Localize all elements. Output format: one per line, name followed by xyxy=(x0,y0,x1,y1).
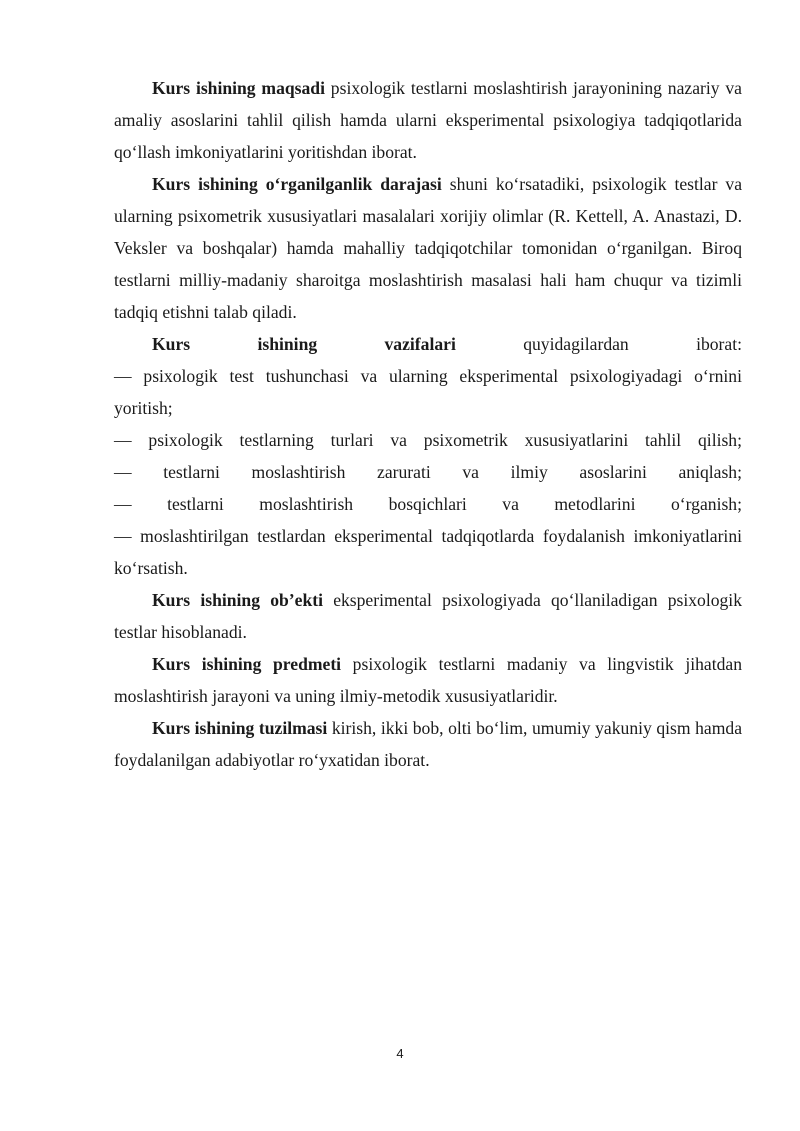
list-item: — psixologik testlarning turlari va psixometrik xususiyatlarini tahlil qilish; xyxy=(114,430,742,450)
organilganlik-text: shuni ko‘rsatadiki, psixologik testlar va ularning psixometrik xususiyatlari masalalari xorijiy olimlar (R. Kettell, A. Anastazi, D. Veksler va boshqalar) hamda mahalliy tadqiqotchilar tomonidan o‘rganilgan. Biroq testlarni milliy-madaniy sharoitga moslashtirish masalasi hali ham chuqur va tizimli tadqiq etishni talab qiladi. xyxy=(114,174,743,322)
paragraph-predmet xyxy=(114,648,742,712)
list-item: — psixologik test tushunchasi va ularning eksperimental psixologiyadagi o‘rnini yoritish; xyxy=(114,366,742,418)
paragraph-maqsad xyxy=(114,72,742,168)
vazifalar-word-vazifalari: vazifalari xyxy=(384,334,456,354)
paragraph-organilganlik xyxy=(114,168,742,328)
predmet-label: Kurs ishining predmeti xyxy=(152,654,342,674)
vazifalar-word-ishining: ishining xyxy=(257,334,318,354)
vazifalar-heading xyxy=(114,328,742,360)
vazifalar-list xyxy=(114,360,742,584)
vazifalar-word-iborat: iborat: xyxy=(696,334,742,354)
tuzilma-label: Kurs ishining tuzilmasi xyxy=(152,718,328,738)
obekt-text: eksperimental psixologiyada qo‘llaniladigan psixologik testlar hisoblanadi. xyxy=(114,590,742,642)
predmet-text: psixologik testlarni madaniy va lingvistik jihatdan moslashtirish jarayoni va uning ilmiy-metodik xususiyatlaridir. xyxy=(114,654,742,706)
vazifalar-word-quyidagilardan: quyidagilardan xyxy=(523,334,629,354)
maqsad-text: psixologik testlarni moslashtirish jarayonining nazariy va amaliy asoslarini tahlil qilish hamda ularni eksperimental psixologiya tadqiqotlarida qo‘llash imkoniyatlarini yoritishdan iborat. xyxy=(114,78,742,162)
tuzilma-text: kirish, ikki bob, olti bo‘lim, umumiy yakuniy qism hamda foydalanilgan adabiyotlar ro‘yxatidan iborat. xyxy=(114,718,742,770)
page-number: 4 xyxy=(396,1046,404,1061)
paragraph-tuzilma xyxy=(114,712,742,776)
organilganlik-label: Kurs ishining o‘rganilganlik darajasi xyxy=(152,174,442,194)
vazifalar-word-kurs: Kurs xyxy=(152,334,191,354)
obekt-label: Kurs ishining ob’ekti xyxy=(152,590,323,610)
paragraph-obekt xyxy=(114,584,742,648)
list-item: — testlarni moslashtirish zarurati va ilmiy asoslarini aniqlash; xyxy=(114,462,742,482)
list-item: — moslashtirilgan testlardan eksperimental tadqiqotlarda foydalanish imkoniyatlarini ko‘rsatish. xyxy=(114,526,742,578)
list-item: — testlarni moslashtirish bosqichlari va metodlarini o‘rganish; xyxy=(114,494,742,514)
document-page xyxy=(114,72,742,776)
maqsad-label: Kurs ishining maqsadi xyxy=(152,78,325,98)
